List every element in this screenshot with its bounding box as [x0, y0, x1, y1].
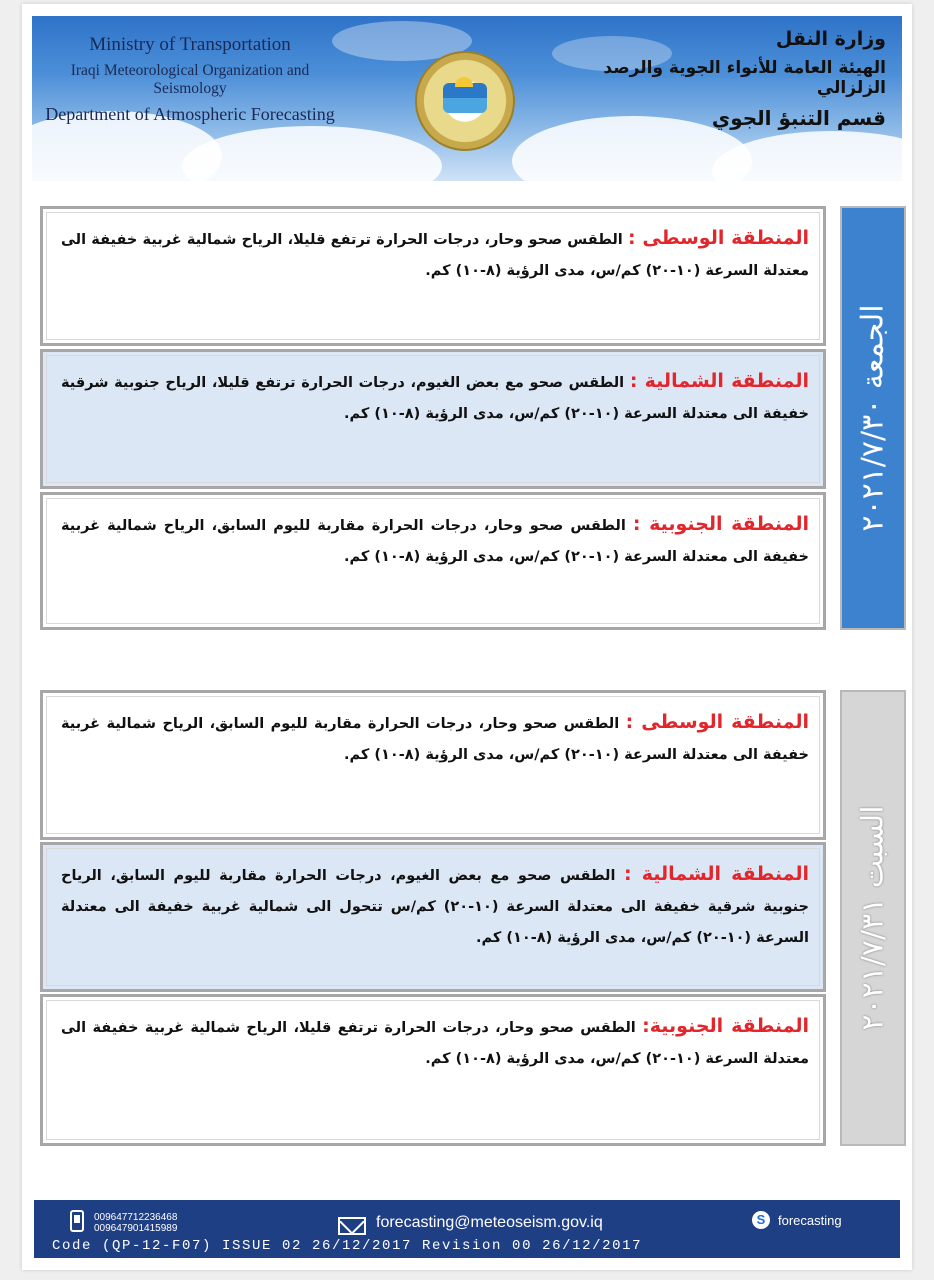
region-central-friday: [40, 206, 826, 346]
region-name: المنطقة الجنوبية :: [632, 513, 809, 535]
region-name: المنطقة الشمالية :: [629, 370, 809, 392]
region-name: المنطقة الشمالية :: [624, 863, 809, 885]
day-block-saturday: [40, 690, 906, 1146]
header-banner: [32, 16, 902, 181]
ministry-name-ar: وزارة النقل: [775, 28, 886, 50]
day-date-label: الجمعة ٢٠٢١/٧/٣٠: [855, 304, 891, 532]
logo-water-icon: [443, 83, 487, 113]
region-forecast-text: الطقس صحو وحار، درجات الحرارة ترتفع قليلا، الرياح شمالية غربية خفيفة الى معتدلة السرعة (١٠-٢٠) كم/س، مدى الرؤية (٨-١٠) كم.: [61, 1020, 809, 1067]
footer-bar: [34, 1200, 900, 1258]
phone-number-1[interactable]: 009647712236468: [94, 1212, 178, 1223]
forecast-page: [22, 4, 912, 1270]
department-name-en: Department of Atmospheric Forecasting: [45, 104, 335, 124]
day-strip-saturday: [840, 690, 906, 1146]
region-forecast-text: الطقس صحو وحار، درجات الحرارة مقاربة لليوم السابق، الرياح شمالية غربية خفيفة الى معتدلة السرعة (١٠-٢٠) كم/س، مدى الرؤية (٨-١٠) كم.: [61, 716, 809, 763]
region-forecast-text: الطقس صحو مع بعض الغيوم، درجات الحرارة ترتفع قليلا، الرياح جنوبية شرقية خفيفة الى معتدلة السرعة (١٠-٢٠) كم/س، مدى الرؤية (٨-١٠) كم.: [61, 375, 809, 422]
email-link[interactable]: forecasting@meteoseism.gov.iq: [376, 1214, 603, 1231]
region-north-friday: [40, 349, 826, 489]
region-central-saturday: [40, 690, 826, 840]
organization-name-ar: الهيئة العامة للأنواء الجوية والرصد الزلزالي: [603, 58, 886, 98]
department-name-ar: قسم التنبؤ الجوي: [711, 106, 886, 130]
region-name: المنطقة الوسطى :: [625, 711, 809, 733]
document-code-line: Code (QP-12-F07) ISSUE 02 26/12/2017 Revision 00 26/12/2017: [52, 1238, 643, 1254]
region-name: المنطقة الجنوبية:: [642, 1015, 809, 1037]
day-date-label: السبت ٢٠٢١/٧/٣١: [855, 805, 891, 1031]
region-south-friday: [40, 492, 826, 630]
ministry-name-en: Ministry of Transportation: [89, 34, 291, 55]
header-english: [40, 34, 340, 125]
logo-sun-icon: [455, 77, 473, 87]
phone-number-2[interactable]: 009647901415989: [94, 1223, 178, 1234]
header-arabic: [586, 28, 886, 130]
day-block-friday: [40, 206, 906, 630]
skype-handle[interactable]: forecasting: [778, 1213, 842, 1228]
logo-emblem: [415, 51, 515, 151]
skype-icon: S: [752, 1211, 770, 1229]
region-north-saturday: [40, 842, 826, 992]
region-name: المنطقة الوسطى :: [628, 227, 809, 249]
region-forecast-text: الطقس صحو وحار، درجات الحرارة مقاربة لليوم السابق، الرياح شمالية غربية خفيفة الى معتدلة السرعة (١٠-٢٠) كم/س، مدى الرؤية (٨-١٠) كم.: [61, 518, 809, 565]
phone-numbers: [94, 1212, 177, 1234]
day-strip-friday: [840, 206, 906, 630]
region-south-saturday: [40, 994, 826, 1146]
region-forecast-text: الطقس صحو مع بعض الغيوم، درجات الحرارة مقاربة لليوم السابق، الرياح جنوبية شرقية خفيفة الى معتدلة السرعة (١٠-٢٠) كم/س تتحول الى شمالية غربية خفيفة الى معتدلة السرعة (١٠-٢٠) كم/س، مدى الرؤية (٨-١٠) كم.: [61, 868, 809, 946]
region-forecast-text: الطقس صحو وحار، درجات الحرارة ترتفع قليلا، الرياح شمالية غربية خفيفة الى معتدلة السرعة (١٠-٢٠) كم/س، مدى الرؤية (٨-١٠) كم.: [61, 232, 809, 279]
phone-icon: [70, 1210, 84, 1232]
mail-icon: [338, 1217, 366, 1235]
organization-name-en: Iraqi Meteorological Organization and Seismology: [70, 62, 310, 97]
